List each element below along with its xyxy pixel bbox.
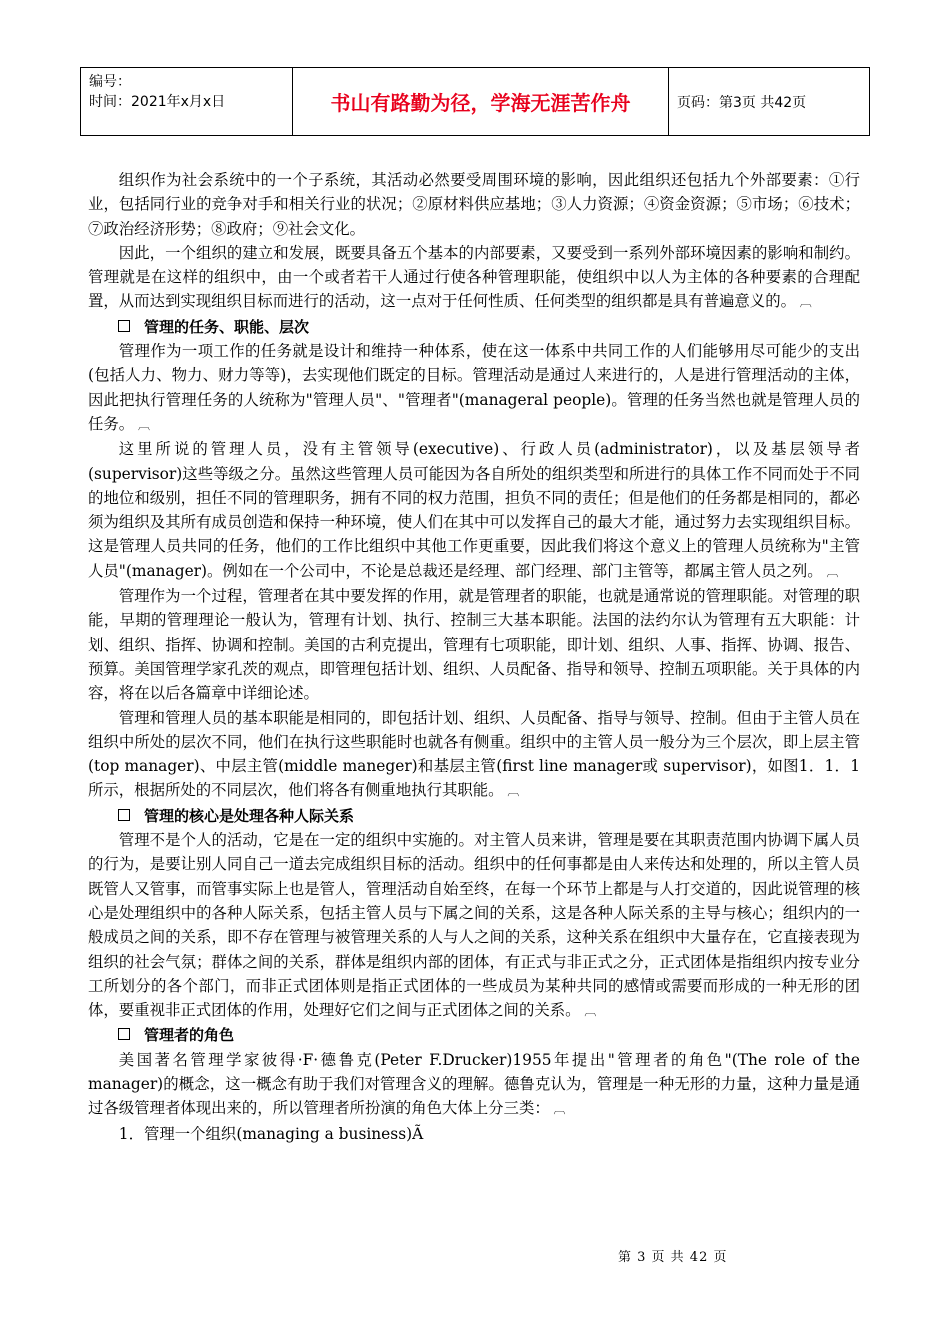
header-motto: 书山有路勤为径，学海无涯苦作舟 (293, 68, 669, 136)
paragraph: 管理作为一项工作的任务就是设计和维持一种体系，使在这一体系中共同工作的人们能够用尽可能少的支出(包括人力、物力、财力等等)，去实现他们既定的目标。管理活动是通过人来进行的，人是进行管理活动的主体，因此把执行管理任务的人统称为"管理人员"、"管理者"(manageral people)。管理的任务当然也就是管理人员的任务。 ︹ (88, 342, 860, 433)
document-number-label: 编号： (89, 74, 131, 90)
paragraph: 美国著名管理学家彼得·F·德鲁克(Peter F.Drucker)1955年提出"管理者的角色"(The role of the manager)的概念，这一概念有助于我们对管理含义的理解。德鲁克认为，管理是一种无形的力量，这种力量是通过各级管理者体现出来的，所以管理者所扮演的角色大体上分三类： ︹ (88, 1050, 860, 1118)
paragraph-mark-icon: ︹ (503, 784, 520, 799)
paragraph: 管理不是个人的活动，它是在一定的组织中实施的。对主管人员来讲，管理是要在其职责范围内协调下属人员的行为，是要让别人同自己一道去完成组织目标的活动。组织中的任何事都是由人来传达和处理的，所以主管人员既管人又管事，而管事实际上也是管人，管理活动自始至终，在每一个环节上都是与人打交道的，因此说管理的核心是处理组织中的各种人际关系，包括主管人员与下属之间的关系，这是各种人际关系的主导与核心；组织内的一般成员之间的关系，即不存在管理与被管理关系的人与人之间的关系，这种关系在组织中大量存在，它直接表现为组织的社会气氛；群体之间的关系，群体是组织内部的团体，有正式与非正式之分，正式团体是指组织内按专业分工所划分的各个部门，而非正式团体则是指正式团体的一些成员为某种共同的感情或需要而形成的一种无形的团体，要重视非正式团体的作用，处理好它们之间与正式团体之间的关系。 ︹ (88, 831, 860, 1020)
document-body (88, 168, 860, 1146)
paragraph-mark-icon: ︹ (549, 1102, 566, 1117)
document-time-label: 时间：2021年x月x日 (89, 94, 226, 110)
section-heading: 管理者的角色 (88, 1023, 860, 1047)
page-footer: 第 3 页 共 42 页 (618, 1250, 728, 1265)
checkbox-bullet-icon (118, 1028, 130, 1040)
paragraph: 管理和管理人员的基本职能是相同的，即包括计划、组织、人员配备、指导与领导、控制。但由于主管人员在组织中所处的层次不同，他们在执行这些职能时也就各有侧重。组织中的主管人员一般分为三个层次，即上层主管(top manager)、中层主管(middle maneger)和基层主管(first line manager或 supervisor)，如图1．1．1所示，根据所处的不同层次，他们将各有侧重地执行其职能。 ︹ (88, 708, 860, 800)
section-heading: 管理的任务、职能、层次 (88, 315, 860, 339)
header-table (80, 67, 870, 136)
checkbox-bullet-icon (118, 320, 130, 332)
paragraph: 这里所说的管理人员，没有主管领导(executive)、行政人员(administrator)，以及基层领导者(supervisor)这些等级之分。虽然这些管理人员可能因为各自所处的组织类型和所进行的具体工作不同而处于不同的地位和级别，担任不同的管理职务，拥有不同的权力范围，担负不同的责任；但是他们的任务都是相同的，都必须为组织及其所有成员创造和保持一种环境，使人们在其中可以发挥自己的最大才能，通过努力去实现组织目标。这是管理人员共同的任务，他们的工作比组织中其他工作更重要，因此我们将这个意义上的管理人员统称为"主管人员"(manager)。例如在一个公司中，不论是总裁还是经理、部门经理、部门主管等，都属主管人员之列。 ︹ (88, 440, 860, 580)
header-page-info: 页码：第3页 共42页 (669, 68, 870, 136)
section-heading: 管理的核心是处理各种人际关系 (88, 804, 860, 828)
paragraph-mark-icon: ︹ (580, 1004, 597, 1019)
paragraph-mark-icon: ︹ (134, 417, 151, 432)
paragraph: 因此，一个组织的建立和发展，既要具备五个基本的内部要素，又要受到一系列外部环境因素的影响和制约。管理就是在这样的组织中，由一个或者若干人通过行使各种管理职能，使组织中以人为主体的各种要素的合理配置，从而达到实现组织目标而进行的活动，这一点对于任何性质、任何类型的组织都是具有普遍意义的。 ︹ (88, 243, 860, 311)
paragraph: 组织作为社会系统中的一个子系统，其活动必然要受周围环境的影响，因此组织还包括九个外部要素：①行业，包括同行业的竞争对手和相关行业的状况；②原材料供应基地；③人力资源；④资金资源；⑤市场；⑥技术；⑦政治经济形势；⑧政府；⑨社会文化。 (88, 171, 860, 238)
numbered-item: 1．管理一个组织(managing a business)Ã (118, 1124, 424, 1143)
header-left-cell (81, 68, 293, 136)
paragraph: 管理作为一个过程，管理者在其中要发挥的作用，就是管理者的职能，也就是通常说的管理职能。对管理的职能，早期的管理理论一般认为，管理有计划、执行、控制三大基本职能。法国的法约尔认为管理有五大职能：计划、组织、指挥、协调和控制。美国的古利克提出，管理有七项职能，即计划、组织、人事、指挥、协调、报告、预算。美国管理学家孔茨的观点，即管理包括计划、组织、人员配备、指导和领导、控制五项职能。关于具体的内容，将在以后各篇章中详细论述。 (88, 587, 860, 703)
paragraph-mark-icon: ︹ (795, 295, 812, 310)
checkbox-bullet-icon (118, 809, 130, 821)
paragraph-mark-icon: ︹ (822, 564, 839, 579)
